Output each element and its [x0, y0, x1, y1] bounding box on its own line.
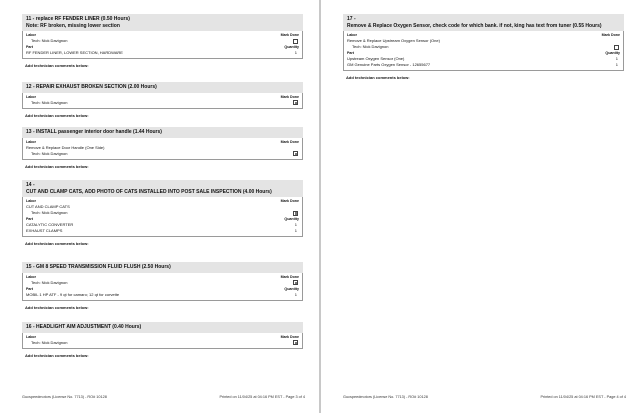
job-section [22, 127, 303, 169]
job-note: Remove & Replace Oxygen Sensor, check code for which bank. if not, king has text from tuner (0.55 Hours) [347, 22, 602, 29]
part-quantity: 1 [294, 228, 297, 233]
part-quantity: 1 [615, 62, 618, 67]
mark-done-header: Mark Done [280, 94, 299, 99]
mark-done-header: Mark Done [280, 334, 299, 339]
quantity-header: Quantity [284, 217, 299, 221]
job-header [343, 14, 624, 31]
part-name: GM Genuine Parts Oxygen Sensor - 12655677 [347, 62, 431, 67]
job-note: Note: RF broken, missing lower section [26, 22, 120, 29]
part-name: EXHAUST CLAMPS [26, 228, 63, 233]
labor-header: Labor [26, 33, 36, 37]
mark-done-header: Mark Done [601, 33, 620, 37]
footer-print-info: Printed on 11/04/25 at 04:16 PM EST - Page 4 of 4 [540, 395, 626, 399]
job-title: 17 - [347, 16, 356, 22]
job-title: 15 - GM 8 SPEED TRANSMISSION FLUID FLUSH (2.50 Hours) [26, 264, 171, 270]
part-quantity: 1 [294, 291, 297, 297]
technician-comments-label: Add technician comments below: [25, 241, 89, 246]
quantity-header: Quantity [284, 45, 299, 49]
labor-header: Labor [26, 274, 36, 279]
part-header: Part [26, 217, 33, 221]
mark-done-header: Mark Done [280, 274, 299, 279]
tech-name: Tech: Nick Davignon [31, 210, 68, 215]
mark-done-checkbox[interactable] [293, 280, 298, 285]
job-section [22, 322, 303, 358]
mark-done-checkbox[interactable] [614, 45, 619, 50]
job-table [22, 31, 303, 59]
technician-comments-label: Add technician comments below: [25, 63, 89, 68]
part-name: MOBIL 1 HP ATF - 9 qt for camaro; 12 qt for corvette [26, 291, 120, 297]
job-header [22, 14, 303, 31]
job-section [22, 262, 303, 310]
part-name: CATALYTIC CONVERTER [26, 222, 74, 227]
technician-comments-label: Add technician comments below: [25, 352, 89, 358]
job-header [22, 262, 303, 273]
part-header: Part [26, 45, 33, 49]
technician-comments-label: Add technician comments below: [25, 112, 89, 118]
job-title: 13 - INSTALL passenger interior door handle (1.44 Hours) [26, 129, 162, 135]
part-row [347, 62, 620, 68]
part-quantity: 1 [294, 222, 297, 227]
part-quantity: 1 [294, 50, 297, 55]
mark-done-header: Mark Done [280, 199, 299, 203]
part-name: Upstream Oxygen Sensor (One) [347, 56, 405, 61]
mark-done-header: Mark Done [280, 139, 299, 144]
tech-row [26, 340, 299, 346]
job-table [22, 138, 303, 160]
labor-header: Labor [26, 139, 36, 144]
job-title: 14 - [26, 182, 35, 188]
mark-done-checkbox[interactable] [293, 340, 298, 345]
part-row [26, 292, 299, 298]
job-note: CUT AND CLAMP CATS, ADD PHOTO OF CATS INSTALLED INTO POST SALE INSPECTION (4.00 Hours) [26, 188, 272, 195]
tech-name: Tech: Nick Davignon [31, 279, 68, 285]
part-name: RF FENDER LINER, LOWER SECTION, HARDWARE [26, 50, 123, 55]
job-table [343, 31, 624, 71]
page-4 [321, 0, 640, 413]
job-header [22, 322, 303, 333]
mark-done-header: Mark Done [280, 33, 299, 37]
labor-header: Labor [26, 334, 36, 339]
tech-name: Tech: Nick Davignon [31, 150, 68, 156]
mark-done-checkbox[interactable] [293, 100, 298, 105]
mark-done-checkbox[interactable] [293, 151, 298, 156]
job-table [22, 93, 303, 109]
tech-name: Tech: Nick Davignon [31, 38, 68, 43]
job-table [22, 197, 303, 237]
job-header [22, 82, 303, 93]
mark-done-checkbox[interactable] [293, 39, 298, 44]
tech-name: Tech: Nick Davignon [352, 44, 389, 49]
quantity-header: Quantity [284, 286, 299, 291]
job-section [22, 180, 303, 246]
part-quantity: 1 [615, 56, 618, 61]
labor-header: Labor [347, 33, 357, 37]
technician-comments-label: Add technician comments below: [25, 163, 89, 169]
job-section [22, 14, 303, 68]
tech-name: Tech: Nick Davignon [31, 99, 68, 105]
job-title: 11 - replace RF FENDER LINER (0.50 Hours) [26, 16, 130, 22]
labor-description: CUT AND CLAMP CATS [26, 204, 70, 209]
job-section [22, 82, 303, 118]
job-section [343, 14, 624, 80]
page-footer [343, 395, 626, 399]
page-3 [0, 0, 319, 413]
technician-comments-label: Add technician comments below: [25, 304, 89, 310]
quantity-header: Quantity [605, 51, 620, 55]
part-row [26, 228, 299, 234]
labor-description: Remove & Replace Door Handle (One Side) [26, 144, 105, 150]
part-row [26, 50, 299, 56]
part-header: Part [347, 51, 354, 55]
job-header [22, 180, 303, 197]
footer-print-info: Printed on 11/04/25 at 04:16 PM EST - Page 3 of 4 [219, 395, 305, 399]
tech-row [26, 100, 299, 106]
job-title: 12 - REPAIR EXHAUST BROKEN SECTION (2.00 Hours) [26, 84, 157, 90]
footer-shop-info: Gucspeedmotors (License No. 7713) - RO# 10128 [22, 395, 107, 399]
part-header: Part [26, 286, 33, 291]
technician-comments-label: Add technician comments below: [346, 75, 410, 80]
labor-description: Remove & Replace Upstream Oxygen Sensor (One) [347, 38, 440, 43]
job-table [22, 273, 303, 301]
page-footer [22, 395, 305, 399]
tech-row [26, 151, 299, 157]
tech-name: Tech: Nick Davignon [31, 339, 68, 345]
job-table [22, 333, 303, 349]
footer-shop-info: Gucspeedmotors (License No. 7713) - RO# 10128 [343, 395, 428, 399]
job-header [22, 127, 303, 138]
labor-header: Labor [26, 94, 36, 99]
mark-done-checkbox[interactable] [293, 211, 298, 216]
job-title: 16 - HEADLIGHT AIM ADJUSTMENT (0.40 Hours) [26, 324, 142, 330]
labor-header: Labor [26, 199, 36, 203]
